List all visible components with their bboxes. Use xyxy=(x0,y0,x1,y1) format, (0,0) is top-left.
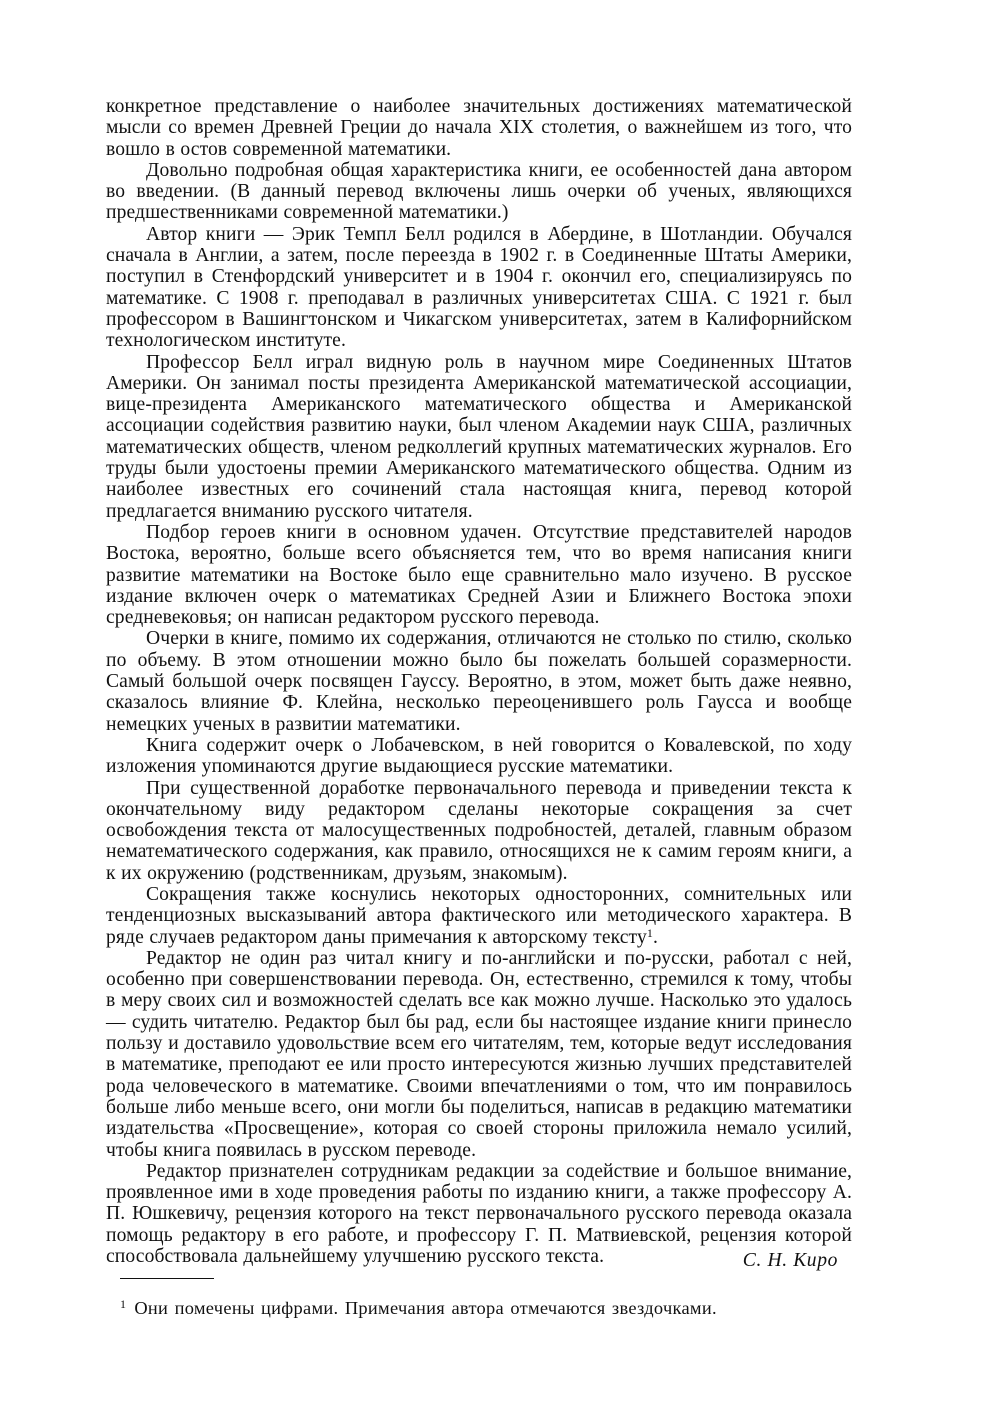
paragraph-3-text: Автор книги — Эрик Темпл Белл родился в Абердине, в Шотландии. Обучался сначала в Англии, а затем, после переезда в 1902 г. в Соединенные Штаты Америки, поступил в Стенфордский университет и в 1904 г. окончил его, специализируясь по математике. С 1908 г. преподавал в различных университетах США. С 1921 г. был профессором в Вашингтонском и Чикагском университетах, затем в Калифорнийском технологическом институте. xyxy=(106,223,852,352)
paragraph-2-text: Довольно подробная общая характеристика книги, ее особенностей дана автором во введении. (В данный перевод включены лишь очерки об ученых, являющихся предшественниками современной математики.) xyxy=(106,159,852,224)
paragraph-9-tail: . xyxy=(652,926,658,948)
body-text xyxy=(106,96,852,1267)
paragraph-8-text: При существенной доработке первоначального перевода и приведении текста к окончательному виду редактором сделаны некоторые сокращения за счет освобождения текста от малосущественных подробностей, деталей, главным образом нематематического содержания, как правило, относящихся не к самим героям книги, а к их окружению (родственникам, друзьям, знакомым). xyxy=(106,777,852,884)
paragraph-3 xyxy=(106,224,852,352)
paragraph-10 xyxy=(106,948,852,1161)
paragraph-7-text: Книга содержит очерк о Лобачевском, в ней говорится о Ковалевской, по ходу изложения упоминаются другие выдающиеся русские математики. xyxy=(106,734,852,778)
paragraph-1-text: конкретное представление о наиболее значительных достижениях математической мысли со времен Древней Греции до начала XIX столетия, о важнейшем из того, что вошло в остов современной математики. xyxy=(106,96,852,160)
footnote-divider xyxy=(120,1278,214,1279)
author-signature: С. Н. Киро xyxy=(742,1250,838,1271)
paragraph-4-text: Профессор Белл играл видную роль в научном мире Соединенных Штатов Америки. Он занимал посты президента Американской математической ассоциации, вице-президента Американского математического общества и Американской ассоциации содействия развитию науки, был членом Академии наук США, различных математических обществ, членом редколлегий крупных математических журналов. Его труды были удостоены премии Американского математического общества. Одним из наиболее известных его сочинений стала настоящая книга, перевод которой предлагается вниманию русского читателя. xyxy=(106,351,852,522)
paragraph-10-text: Редактор не один раз читал книгу и по-английски и по-русски, работал с ней, особенно при совершенствовании перевода. Он, естественно, стремился к тому, чтобы в меру своих сил и возможностей сделать все как можно лучше. Насколько это удалось — судить читателю. Редактор был бы рад, если бы настоящее издание книги принесло пользу и доставило удовольствие всем его читателям, тем, которые ведут исследования в математике, преподают ее или просто интересуются жизнью лучших представителей рода человеческого в математике. Своими впечатлениями о том, что им понравилось больше либо меньше всего, они могли бы поделиться, написав в редакцию математики издательства «Просвещение», которая со своей стороны приложила немало усилий, чтобы книга появилась в русском переводе. xyxy=(106,947,852,1161)
paragraph-5-text: Подбор героев книги в основном удачен. Отсутствие представителей народов Востока, вероятно, больше всего объясняется тем, что во время написания книги развитие математики на Востоке было еще сравнительно мало изучено. В русское издание включен очерк о математиках Средней Азии и Ближнего Востока эпохи средневековья; он написан редактором русского перевода. xyxy=(106,521,852,629)
paragraph-2 xyxy=(106,160,852,224)
paragraph-11 xyxy=(106,1161,852,1267)
paragraph-7 xyxy=(106,735,852,778)
paragraph-9-text: Сокращения также коснулись некоторых односторонних, сомнительных или тенденциозных высказываний автора фактического или методического характера. В ряде случаев редактором даны примечания к авторскому тексту xyxy=(106,883,852,948)
paragraph-9 xyxy=(106,884,852,948)
footnote-text: Они помечены цифрами. Примечания автора отмечаются звездочками. xyxy=(134,1298,717,1318)
paragraph-11-text: Редактор признателен сотрудникам редакции за содействие и большое внимание, проявленное ими в ходе проведения работы по изданию книги, а также профессору А. П. Юшкевичу, рецензия которого на текст первоначального русского перевода оказала помощь редактору в его работе, и профессору Г. П. Матвиевской, рецензия которой способствовала дальнейшему улучшению русского текста. xyxy=(106,1160,852,1268)
paragraph-1 xyxy=(106,96,852,160)
footnote-reference: 1 xyxy=(646,925,653,940)
footnote-mark: 1 xyxy=(120,1297,127,1311)
paragraph-6-text: Очерки в книге, помимо их содержания, отличаются не столько по стилю, сколько по объему. В этом отношении можно было бы пожелать большей соразмерности. Самый большой очерк посвящен Гауссу. Вероятно, в этом, может быть даже неявно, сказалось влияние Ф. Клейна, несколько переоценившего роль Гаусса и вообще немецких ученых в развитии математики. xyxy=(106,628,852,735)
footnote xyxy=(120,1294,840,1319)
paragraph-6 xyxy=(106,628,852,734)
paragraph-4 xyxy=(106,352,852,522)
paragraph-8 xyxy=(106,778,852,884)
paragraph-5 xyxy=(106,522,852,628)
